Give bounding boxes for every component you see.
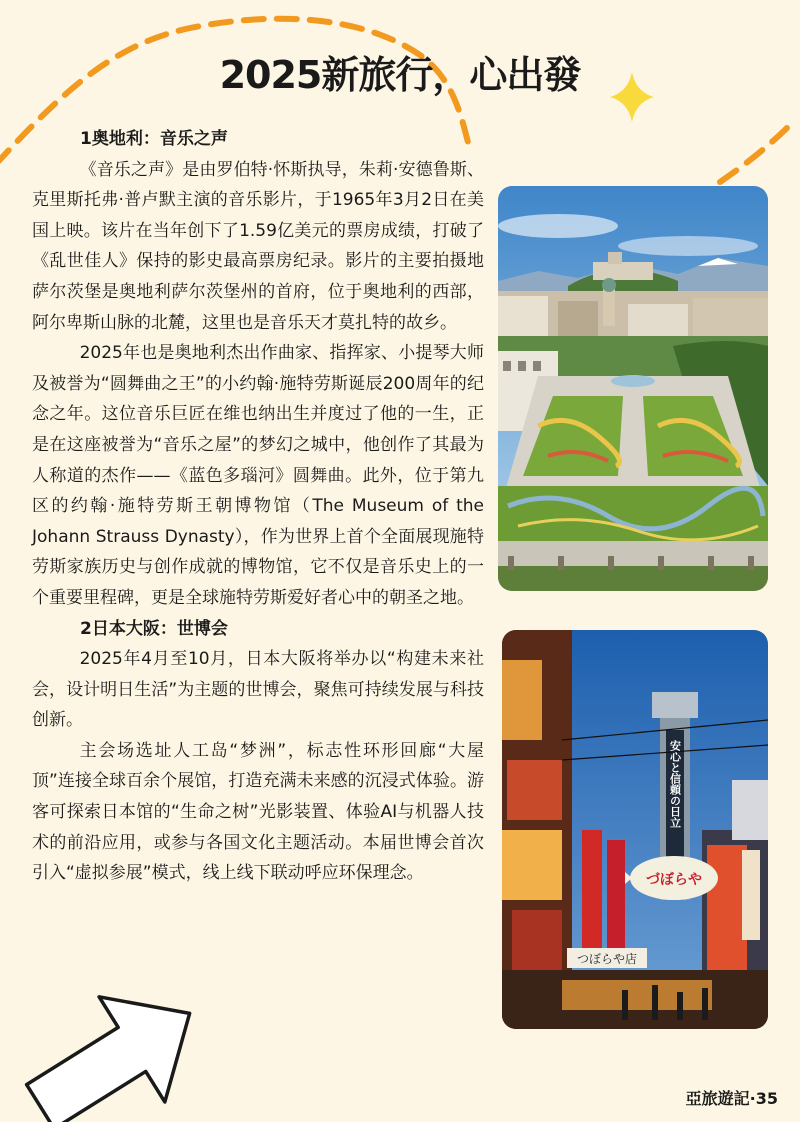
puffer-sign-text: づぼらや (646, 872, 702, 888)
article-body (32, 124, 484, 889)
paragraph: 《音乐之声》是由罗伯特·怀斯执导，朱莉·安德鲁斯、克里斯托弗·普卢默主演的音乐影片，于1965年3月2日在美国上映。该片在当年创下了1.59亿美元的票房成绩，打破了《乱世佳人》保持的影史最高票房纪录。影片的主要拍摄地萨尔茨堡是奥地利萨尔茨堡州的首府，位于奥地利的西部，阿尔卑斯山脉的北麓，这里也是音乐天才莫扎特的故乡。 (32, 159, 484, 333)
osaka-tower-photo (502, 630, 768, 1029)
paragraph: 2025年4月至10月，日本大阪将举办以“构建未来社会，设计明日生活”为主题的世博会，聚焦可持续发展与科技创新。 (32, 649, 484, 731)
page-footer: 亞旅遊記·35 (685, 1089, 778, 1108)
dashed-arc-right (720, 125, 790, 182)
shop-sign-text: つぼらや店 (576, 952, 638, 966)
paragraph: 主会场选址人工岛“梦洲”，标志性环形回廊“大屋顶”连接全球百余个展馆，打造充满未来感的沉浸式体验。游客可探索日本馆的“生命之树”光影装置、体验AI与机器人技术的前沿应用，或参与各国文化主题活动。本届世博会首次引入“虚拟参展”模式，线上线下联动呼应环保理念。 (32, 740, 484, 884)
salzburg-garden-photo (498, 186, 768, 591)
tower-sign-text: 安心と信頼の日立 (668, 740, 682, 828)
section-heading: 2日本大阪：世博会 (80, 618, 228, 639)
paragraph: 2025年也是奥地利杰出作曲家、指挥家、小提琴大师及被誉为“圆舞曲之王”的小约翰·施特劳斯诞辰200周年的纪念之年。这位音乐巨匠在维也纳出生并度过了他的一生，正是在这座被誉为“音乐之屋”的梦幻之城中，他创作了其最为人称道的杰作——《蓝色多瑙河》圆舞曲。此外，位于第九区的约翰·施特劳斯王朝博物馆（The Museum of the Johann Strauss Dynasty），作为世界上首个全面展现施特劳斯家族历史与创作成就的博物馆，它不仅是音乐史上的一个重要里程碑，更是全球施特劳斯爱好者心中的朝圣之地。 (32, 343, 484, 608)
arrow-outline-icon (8, 961, 223, 1122)
section-heading: 1奥地利：音乐之声 (80, 129, 228, 149)
page-title: 2025新旅行，心出發 (219, 53, 581, 97)
